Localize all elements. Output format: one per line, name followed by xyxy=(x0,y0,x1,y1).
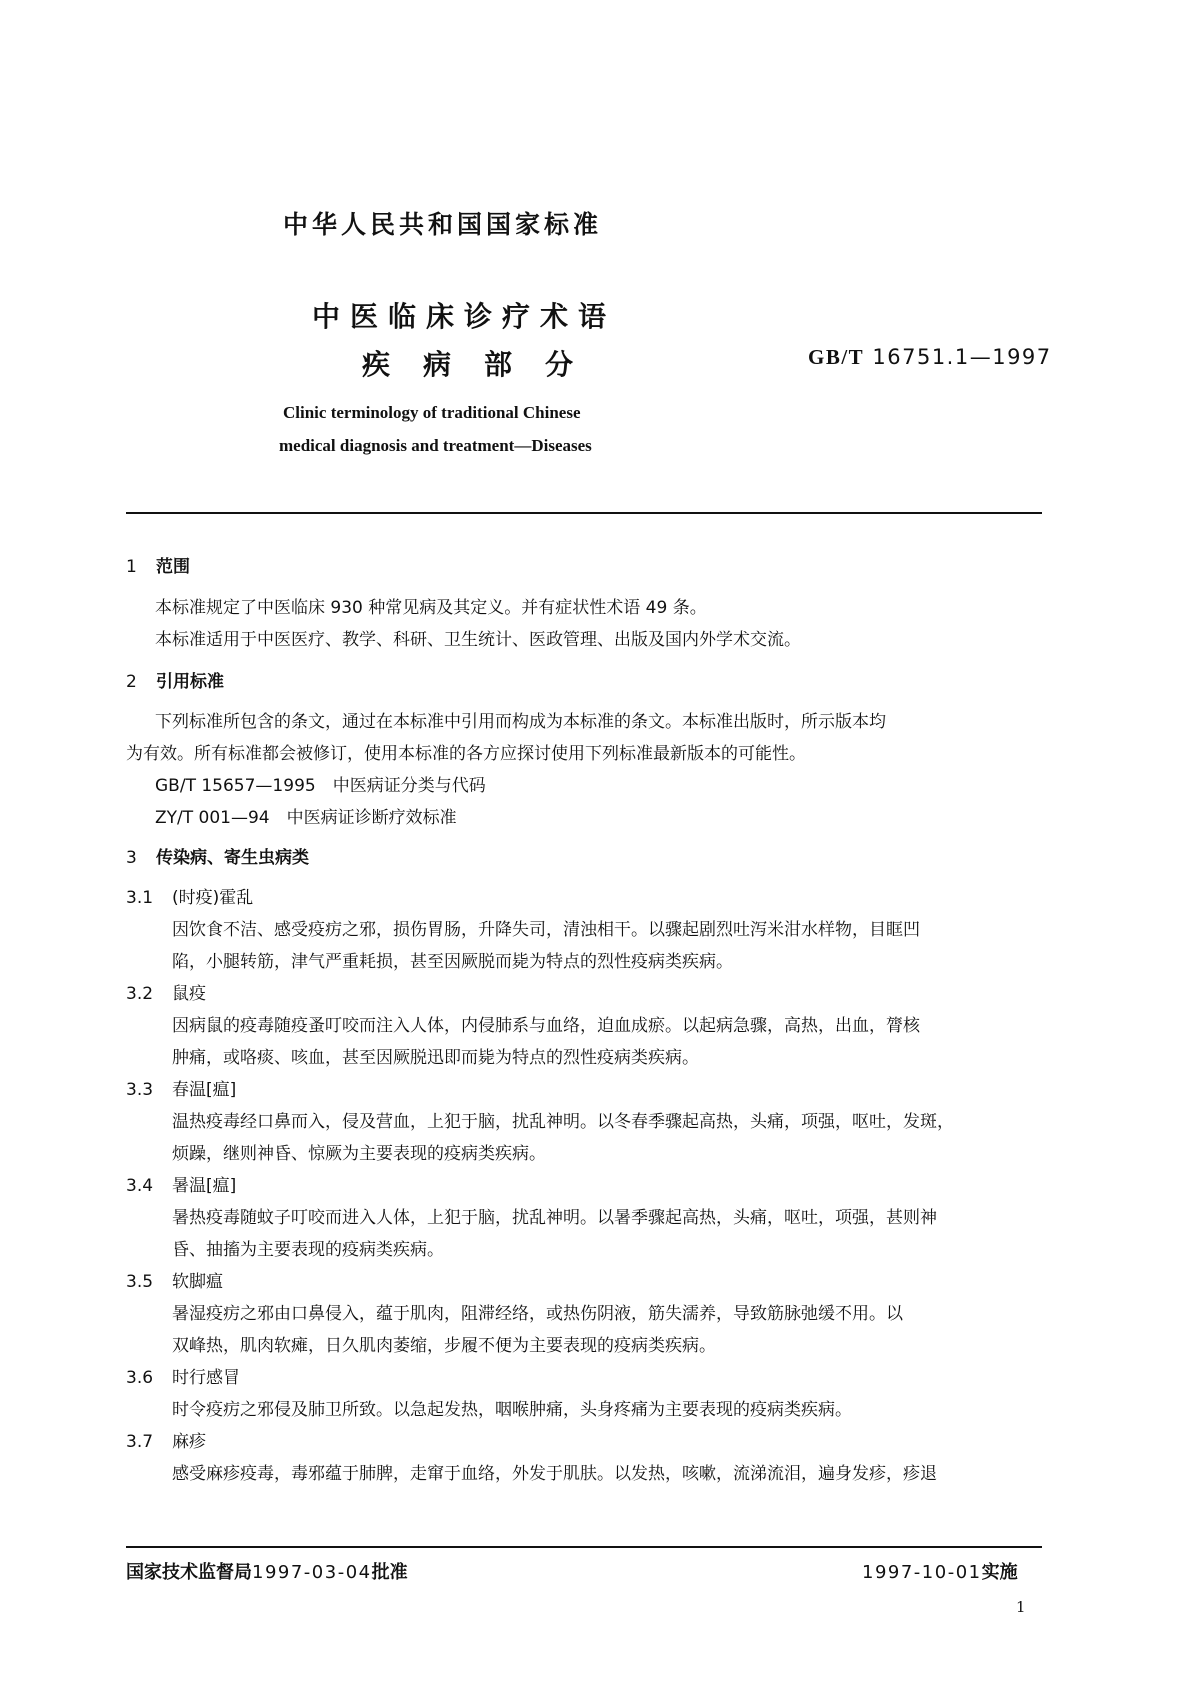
standard-title-line1: 中医临床诊疗术语 xyxy=(312,300,617,333)
approve-date: 1997-03-04 xyxy=(252,1562,372,1583)
standard-title-line2: 疾病部分 xyxy=(362,348,607,381)
implementation-info xyxy=(862,1558,1018,1584)
definition-line: 陷，小腿转筋，津气严重耗损，甚至因厥脱而毙为特点的烈性疫病类疾病。 xyxy=(172,952,733,972)
term-number: 3.5 xyxy=(126,1272,154,1292)
term-heading xyxy=(126,1427,206,1452)
term-heading xyxy=(126,1267,223,1292)
english-title-line2: medical diagnosis and treatment—Diseases xyxy=(279,436,592,455)
section-number: 2 xyxy=(126,672,137,692)
definition-line: 时令疫疠之邪侵及肺卫所致。以急起发热，咽喉肿痛，头身疼痛为主要表现的疫病类疾病。 xyxy=(172,1400,852,1420)
term-number: 3.7 xyxy=(126,1432,154,1452)
definition-line: 温热疫毒经口鼻而入，侵及营血，上犯于脑，扰乱神明。以冬春季骤起高热，头痛，项强，呕吐，发斑， xyxy=(172,1112,954,1132)
definition-line: 双峰热，肌肉软瘫，日久肌肉萎缩，步履不便为主要表现的疫病类疾病。 xyxy=(172,1336,716,1356)
term-name: 暑温[瘟] xyxy=(172,1176,237,1196)
definition-line: 烦躁，继则神昏、惊厥为主要表现的疫病类疾病。 xyxy=(172,1144,546,1164)
footer-divider xyxy=(126,1546,1042,1548)
term-heading xyxy=(126,1075,236,1100)
term-heading xyxy=(126,883,253,908)
term-number: 3.3 xyxy=(126,1080,154,1100)
header-divider xyxy=(126,512,1042,514)
section-title: 范围 xyxy=(156,557,190,577)
term-name: (时疫)霍乱 xyxy=(172,888,254,908)
issuer: 国家技术监督局 xyxy=(126,1562,252,1583)
term-number: 3.4 xyxy=(126,1176,154,1196)
section-2-heading xyxy=(126,667,224,692)
term-name: 春温[瘟] xyxy=(172,1080,237,1100)
term-heading xyxy=(126,1363,240,1388)
reference-item: ZY/T 001—94 中医病证诊断疗效标准 xyxy=(155,808,457,828)
standard-code-number: 16751.1—1997 xyxy=(872,345,1052,369)
term-heading xyxy=(126,1171,236,1196)
paragraph: 本标准适用于中医医疗、教学、科研、卫生统计、医政管理、出版及国内外学术交流。 xyxy=(155,630,801,650)
term-number: 3.1 xyxy=(126,888,154,908)
section-title: 引用标准 xyxy=(156,672,224,692)
section-3-heading xyxy=(126,843,309,868)
english-title-line1: Clinic terminology of traditional Chinese xyxy=(283,403,581,422)
page-number: 1 xyxy=(1016,1598,1026,1616)
term-name: 时行感冒 xyxy=(172,1368,240,1388)
term-name: 鼠疫 xyxy=(172,984,206,1004)
standard-code xyxy=(808,345,1052,370)
national-standard-heading: 中华人民共和国国家标准 xyxy=(283,210,603,239)
term-number: 3.6 xyxy=(126,1368,154,1388)
term-heading xyxy=(126,979,206,1004)
term-name: 麻疹 xyxy=(172,1432,206,1452)
approval-info xyxy=(126,1558,408,1584)
standard-code-prefix: GB/T xyxy=(808,345,865,369)
impl-date: 1997-10-01 xyxy=(862,1562,982,1583)
impl-label: 实施 xyxy=(981,1562,1018,1583)
term-name: 软脚瘟 xyxy=(172,1272,223,1292)
section-title: 传染病、寄生虫病类 xyxy=(156,848,309,868)
term-number: 3.2 xyxy=(126,984,154,1004)
reference-item: GB/T 15657—1995 中医病证分类与代码 xyxy=(155,776,486,796)
definition-line: 因饮食不洁、感受疫疠之邪，损伤胃肠，升降失司，清浊相干。以骤起剧烈吐泻米泔水样物，目眶凹 xyxy=(172,920,920,940)
definition-line: 感受麻疹疫毒，毒邪蕴于肺脾，走窜于血络，外发于肌肤。以发热，咳嗽，流涕流泪，遍身发疹，疹退 xyxy=(172,1464,937,1484)
definition-line: 暑热疫毒随蚊子叮咬而进入人体，上犯于脑，扰乱神明。以暑季骤起高热，头痛，呕吐，项强，甚则神 xyxy=(172,1208,937,1228)
definition-line: 暑湿疫疠之邪由口鼻侵入，蕴于肌肉，阻滞经络，或热伤阴液，筋失濡养，导致筋脉弛缓不用。以 xyxy=(172,1304,903,1324)
paragraph: 下列标准所包含的条文，通过在本标准中引用而构成为本标准的条文。本标准出版时，所示版本均 xyxy=(155,712,886,732)
definition-line: 因病鼠的疫毒随疫蚤叮咬而注入人体，内侵肺系与血络，迫血成瘀。以起病急骤，高热，出血，膂核 xyxy=(172,1016,920,1036)
section-number: 1 xyxy=(126,557,137,577)
definition-line: 昏、抽搐为主要表现的疫病类疾病。 xyxy=(172,1240,444,1260)
section-number: 3 xyxy=(126,848,137,868)
section-1-heading xyxy=(126,552,190,577)
approve-label: 批准 xyxy=(371,1562,408,1583)
definition-line: 肿痛，或咯痰、咳血，甚至因厥脱迅即而毙为特点的烈性疫病类疾病。 xyxy=(172,1048,699,1068)
paragraph: 本标准规定了中医临床 930 种常见病及其定义。并有症状性术语 49 条。 xyxy=(155,598,707,618)
paragraph: 为有效。所有标准都会被修订，使用本标准的各方应探讨使用下列标准最新版本的可能性。 xyxy=(126,744,806,764)
